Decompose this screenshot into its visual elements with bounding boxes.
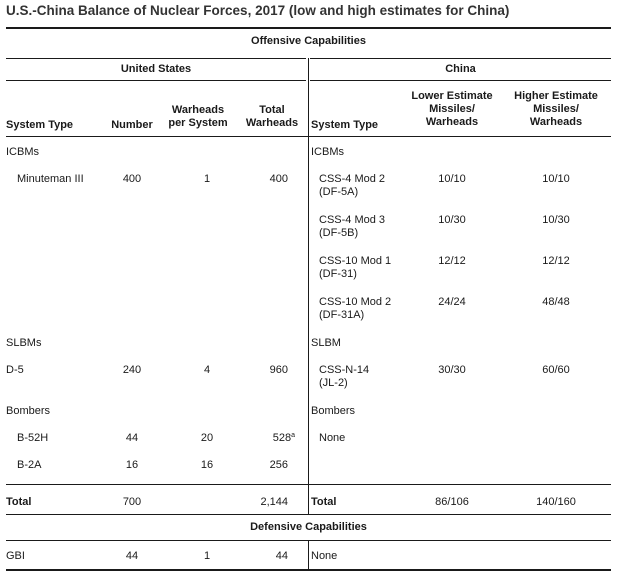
header-higher-estimate: Higher Estimate Missiles/ Warheads: [514, 90, 598, 128]
us-group-rule: [6, 58, 306, 59]
number-cell: 240: [122, 364, 142, 376]
defense-divider: [308, 540, 309, 569]
system-name: GBI: [6, 550, 25, 562]
china-category-bombers: Bombers: [311, 405, 356, 417]
lower-estimate-cell: 30/30: [438, 364, 466, 376]
per-system-cell: 1: [203, 173, 211, 185]
header-lower-estimate: Lower Estimate Missiles/ Warheads: [411, 90, 493, 128]
us-category-icbms: ICBMs: [6, 146, 39, 158]
defense-top-rule: [6, 514, 611, 515]
system-name: B-52H: [17, 432, 49, 444]
china-group-rule: [310, 58, 611, 59]
per-system-cell: 1: [203, 550, 211, 562]
total-cell: 960: [269, 364, 288, 376]
china-category-slbm: SLBM: [311, 337, 341, 349]
total-cell: 256: [269, 459, 288, 471]
higher-estimate-cell: 12/12: [542, 255, 570, 267]
total-cell: 44: [275, 550, 288, 562]
total-value: 528: [272, 432, 292, 444]
us-group-label: United States: [120, 63, 192, 75]
lower-estimate-cell: 10/30: [438, 214, 466, 226]
total-label: Total: [6, 496, 32, 508]
top-rule: [6, 27, 611, 29]
higher-estimate-cell: 10/10: [542, 173, 570, 185]
defensive-section-label: Defensive Capabilities: [250, 521, 367, 533]
bottom-rule: [6, 569, 611, 571]
system-name: CSS-10 Mod 1 (DF-31): [319, 255, 392, 280]
column-divider: [308, 58, 309, 514]
header-number: Number: [111, 119, 153, 131]
total-china-high: 140/160: [536, 496, 576, 508]
header-china-system-type: System Type: [311, 119, 379, 131]
higher-estimate-cell: 60/60: [542, 364, 570, 376]
system-name: CSS-4 Mod 2 (DF-5A): [319, 173, 386, 198]
higher-estimate-cell: 10/30: [542, 214, 570, 226]
header-total-warheads: Total Warheads: [245, 104, 299, 129]
us-category-slbms: SLBMs: [6, 337, 42, 349]
system-name: CSS-10 Mod 2 (DF-31A): [319, 296, 392, 321]
china-group-underline: [310, 80, 611, 81]
system-name: Minuteman III: [17, 173, 84, 185]
header-warheads-per-system: Warheads per System: [168, 104, 228, 129]
total-us-number: 700: [122, 496, 142, 508]
per-system-cell: 4: [203, 364, 211, 376]
number-cell: 16: [125, 459, 139, 471]
system-name: B-2A: [17, 459, 42, 471]
number-cell: 44: [125, 550, 139, 562]
system-name: D-5: [6, 364, 24, 376]
us-category-bombers: Bombers: [6, 405, 51, 417]
china-category-icbms: ICBMs: [311, 146, 344, 158]
total-china-low: 86/106: [435, 496, 469, 508]
lower-estimate-cell: 10/10: [438, 173, 466, 185]
total-cell: 400: [269, 173, 288, 185]
offensive-section-label: Offensive Capabilities: [251, 35, 366, 47]
lower-estimate-cell: 24/24: [438, 296, 466, 308]
footnote-marker: a: [291, 432, 295, 439]
page-title: U.S.-China Balance of Nuclear Forces, 2017 (low and high estimates for China): [6, 3, 510, 18]
total-us-warheads: 2,144: [260, 496, 288, 508]
system-name: None: [319, 432, 346, 444]
per-system-cell: 20: [200, 432, 214, 444]
china-defense-cell: None: [311, 550, 338, 562]
us-group-underline: [6, 80, 306, 81]
number-cell: 400: [122, 173, 142, 185]
header-system-type: System Type: [6, 119, 74, 131]
lower-estimate-cell: 12/12: [438, 255, 466, 267]
system-name: CSS-N-14 (JL-2): [319, 364, 370, 389]
number-cell: 44: [125, 432, 139, 444]
system-name: CSS-4 Mod 3 (DF-5B): [319, 214, 386, 239]
per-system-cell: 16: [200, 459, 214, 471]
china-group-label: China: [445, 63, 476, 75]
higher-estimate-cell: 48/48: [542, 296, 570, 308]
total-china-label: Total: [311, 496, 337, 508]
total-cell: [240, 432, 295, 445]
